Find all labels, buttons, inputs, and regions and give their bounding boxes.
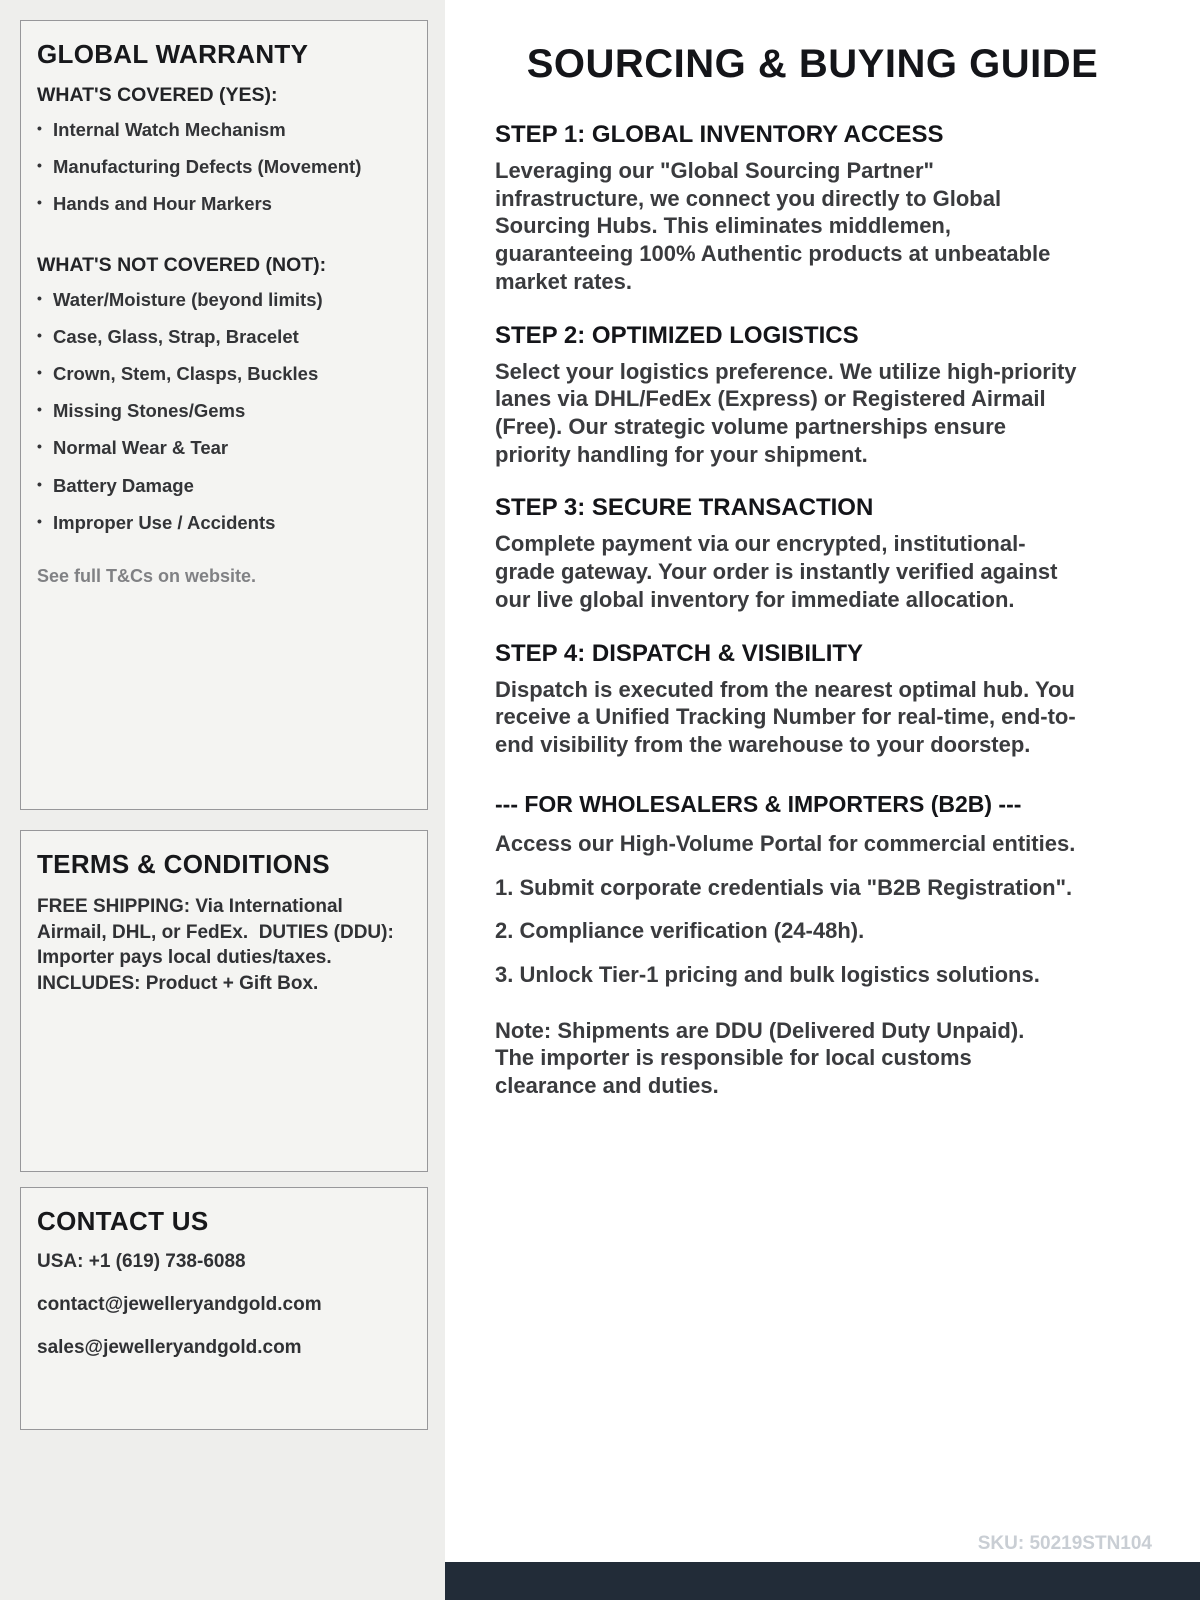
sales-email: sales@jewelleryandgold.com — [37, 1337, 302, 1358]
main-content — [445, 0, 1200, 1600]
list-item: • Improper Use / Accidents — [37, 512, 409, 534]
list-item: • Case, Glass, Strap, Bracelet — [37, 326, 409, 348]
warranty-panel — [20, 20, 428, 810]
warranty-covered-heading: WHAT'S COVERED (YES): — [37, 84, 278, 106]
b2b-note: Note: Shipments are DDU (Delivered Duty Unpaid). The importer is responsible for local customs clearance and duties. — [495, 1017, 1025, 1099]
sku-label: SKU: 50219STN104 — [977, 1533, 1152, 1554]
step-1 — [495, 121, 1080, 296]
step-3-body: Complete payment via our encrypted, institutional-grade gateway. Your order is instantly verified against our live global inventory for immediate allocation. — [495, 531, 1058, 612]
list-item: • Normal Wear & Tear — [37, 437, 409, 459]
list-item: • Crown, Stem, Clasps, Buckles — [37, 363, 409, 385]
step-1-body: Leveraging our "Global Sourcing Partner" infrastructure, we connect you directly to Global Sourcing Hubs. This eliminates middlemen, guaranteeing 100% Authentic products at unbeatable market rates. — [495, 158, 1051, 294]
list-item: • Missing Stones/Gems — [37, 400, 409, 422]
terms-title: TERMS & CONDITIONS — [37, 849, 330, 879]
contact-panel — [20, 1187, 428, 1430]
list-item: • Hands and Hour Markers — [37, 193, 409, 215]
warranty-not-covered-heading: WHAT'S NOT COVERED (NOT): — [37, 253, 327, 276]
step-3 — [495, 494, 1080, 613]
step-4-body: Dispatch is executed from the nearest optimal hub. You receive a Unified Tracking Number for real-time, end-to-end visibility from the warehouse to your doorstep. — [495, 676, 1076, 758]
step-2 — [495, 322, 1080, 469]
list-item: • Water/Moisture (beyond limits) — [37, 289, 409, 311]
list-item: • Internal Watch Mechanism — [37, 119, 409, 141]
contact-title: CONTACT US — [37, 1206, 209, 1236]
step-1-heading: STEP 1: GLOBAL INVENTORY ACCESS — [495, 121, 944, 148]
warranty-title: GLOBAL WARRANTY — [37, 39, 309, 69]
b2b-item-1: 1. Submit corporate credentials via "B2B Registration". — [495, 874, 1073, 900]
step-3-heading: STEP 3: SECURE TRANSACTION — [495, 494, 874, 522]
step-2-body: Select your logistics preference. We utilize high-priority lanes via DHL/FedEx (Express) or Registered Airmail (Free). Our strategic volume partnerships ensure priority handling for your shipment. — [495, 358, 1077, 467]
list-item: • Battery Damage — [37, 475, 409, 497]
contact-email: contact@jewelleryandgold.com — [37, 1294, 322, 1315]
step-4 — [495, 640, 1080, 759]
b2b-item-3: 3. Unlock Tier-1 pricing and bulk logistics solutions. — [495, 961, 1040, 987]
warranty-not-covered-list — [37, 289, 409, 534]
page-title: SOURCING & BUYING GUIDE — [526, 42, 1099, 86]
b2b-section — [495, 791, 1130, 1100]
b2b-intro: Access our High-Volume Portal for commercial entities. — [495, 830, 1076, 856]
bottom-bar — [445, 1562, 1200, 1600]
warranty-footnote: See full T&Cs on website. — [37, 565, 257, 586]
terms-panel — [20, 830, 428, 1172]
b2b-heading: --- FOR WHOLESALERS & IMPORTERS (B2B) --- — [495, 790, 1022, 817]
warranty-covered-list — [37, 119, 409, 216]
step-4-heading: STEP 4: DISPATCH & VISIBILITY — [495, 639, 864, 667]
step-2-heading: STEP 2: OPTIMIZED LOGISTICS — [495, 321, 859, 349]
list-item: • Manufacturing Defects (Movement) — [37, 156, 409, 178]
contact-phone: USA: +1 (619) 738-6088 — [37, 1251, 246, 1272]
sidebar — [0, 0, 445, 1600]
b2b-item-2: 2. Compliance verification (24-48h). — [495, 918, 865, 944]
terms-body: FREE SHIPPING: Via International Airmail, DHL, or FedEx. DUTIES (DDU): Importer pays local duties/taxes. INCLUDES: Product + Gift Box. — [37, 896, 400, 994]
